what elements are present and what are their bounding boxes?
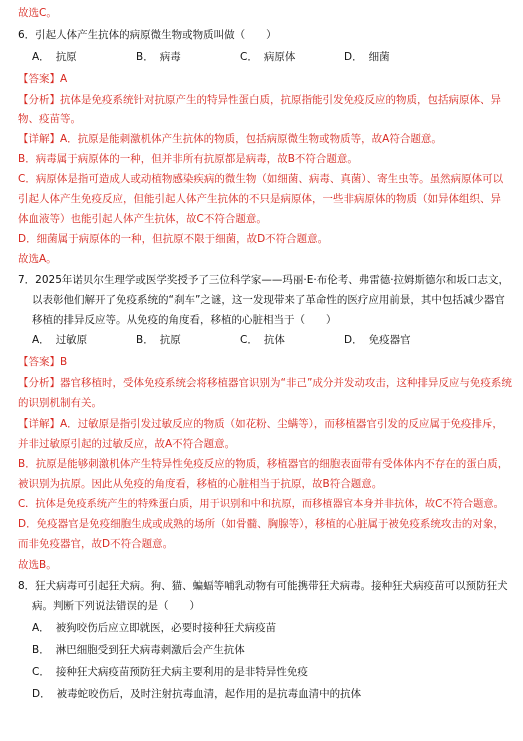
- q7-detail-b-cont: 被识别为抗原。因此从免疫的角度看，移植的心脏相当于抗原，故B符合题意。: [18, 478, 383, 490]
- q6-detail-b: B．病毒属于病原体的一种，但并非所有抗原都是病毒，故B不符合题意。: [18, 153, 358, 165]
- q8-stem: 8．狂犬病毒可引起狂犬病。狗、猫、蝙蝠等哺乳动物有可能携带狂犬病毒。接种狂犬病疫苗可以预防狂犬: [18, 580, 508, 592]
- q8-option-c: C． 接种狂犬病疫苗预防狂犬病主要利用的是非特异性免疫: [32, 666, 308, 678]
- q7-detail-b: B．抗原是能够刺激机体产生特异性免疫反应的物质，移植器官的细胞表面带有受体体内不存在的蛋白质，: [18, 458, 509, 470]
- q6-answer: 【答案】A: [18, 73, 68, 85]
- q7-stem: 7．2025年诺贝尔生理学或医学奖授予了三位科学家——玛丽·E·布伦考、弗雷德·拉姆斯德尔和坂口志文，: [18, 274, 510, 286]
- q6-analysis-cont: 物、疫苗等。: [18, 113, 81, 125]
- q7-conclusion: 故选B。: [18, 559, 57, 571]
- q6-detail-c-cont: 引起人体产生免疫反应，但能引起人体产生抗体的不只是病原体，一些非病原体的物质（如异体组织、异: [18, 193, 501, 205]
- q6-stem: 6．引起人体产生抗体的病原微生物或物质叫做（ ）: [18, 29, 277, 41]
- q7-detail-d-cont: 而非免疫器官，故D不符合题意。: [18, 538, 174, 550]
- q8-stem-cont: 病。判断下列说法错误的是（ ）: [32, 600, 200, 612]
- q8-option-d: D． 被毒蛇咬伤后，及时注射抗毒血清，起作用的是抗毒血清中的抗体: [32, 688, 362, 700]
- q7-answer: 【答案】B: [18, 356, 68, 368]
- q6-detail-d: D．细菌属于病原体的一种，但抗原不限于细菌，故D不符合题意。: [18, 233, 329, 245]
- q6-detail-a: 【详解】A．抗原是能刺激机体产生抗体的物质，包括病原微生物或物质等，故A符合题意。: [18, 133, 442, 145]
- q7-detail-a: 【详解】A．过敏原是指引发过敏反应的物质（如花粉、尘螨等），而移植器官引发的反应属于免疫排斥，: [18, 418, 503, 430]
- q7-analysis: 【分析】器官移植时，受体免疫系统会将移植器官识别为“非己”成分并发动攻击，这种排异反应与免疫系统: [18, 377, 512, 389]
- q7-option-a: A． 过敏原: [32, 334, 88, 346]
- q7-stem-cont2: 移植的排异反应等。从免疫的角度看，移植的心脏相当于（ ）: [32, 314, 337, 326]
- q6-option-c: C． 病原体: [240, 51, 296, 63]
- q6-analysis: 【分析】抗体是免疫系统针对抗原产生的特异性蛋白质，抗原指能引发免疫反应的物质，包括病原体、异: [18, 94, 501, 106]
- q7-detail-d: D．免疫器官是免疫细胞生成或成熟的场所（如骨髓、胸腺等），移植的心脏属于被免疫系统攻击的对象，: [18, 518, 504, 530]
- q6-option-b: B． 病毒: [136, 51, 181, 63]
- q7-detail-c: C．抗体是免疫系统产生的特殊蛋白质，用于识别和中和抗原，而移植器官本身并非抗体，故C不符合题意。: [18, 498, 504, 510]
- q6-option-d: D． 细菌: [344, 51, 390, 63]
- q7-option-d: D． 免疫器官: [344, 334, 411, 346]
- q5-conclusion: 故选C。: [18, 7, 57, 19]
- q8-option-a: A． 被狗咬伤后应立即就医，必要时接种狂犬病疫苗: [32, 622, 277, 634]
- q7-option-c: C． 抗体: [240, 334, 285, 346]
- q6-detail-c: C．病原体是指可造成人或动植物感染疾病的微生物（如细菌、病毒、真菌）、寄生虫等。虽然病原体可以: [18, 173, 504, 185]
- q7-analysis-cont: 的识别机制有关。: [18, 397, 102, 409]
- q6-option-a: A． 抗原: [32, 51, 77, 63]
- q7-option-b: B． 抗原: [136, 334, 181, 346]
- q6-conclusion: 故选A。: [18, 253, 57, 265]
- q8-option-b: B． 淋巴细胞受到狂犬病毒刺激后会产生抗体: [32, 644, 245, 656]
- q6-detail-c-cont2: 体血液等）也能引起人体产生抗体，故C不符合题意。: [18, 213, 267, 225]
- q7-detail-a-cont: 并非过敏原引起的过敏反应，故A不符合题意。: [18, 438, 236, 450]
- q7-stem-cont: 以表彰他们解开了免疫系统的“刹车”之谜，这一发现带来了革命性的医疗应用前景，其中包括减少器官: [32, 294, 505, 306]
